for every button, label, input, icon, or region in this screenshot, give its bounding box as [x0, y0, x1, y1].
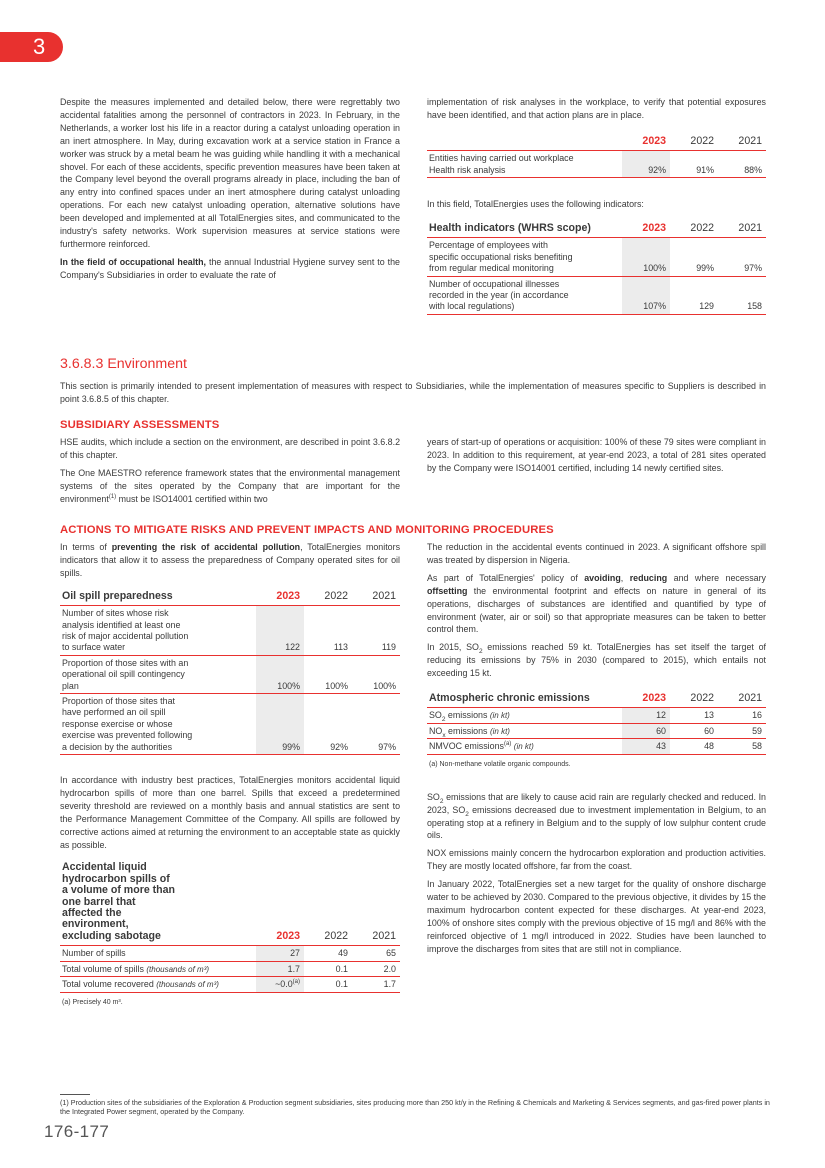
- table-row: Total volume recovered (thousands of m³) ~0.0$^{(a)}$ 0.1 1.7: [60, 977, 400, 992]
- health-intro-paragraph: In the field of occupational health, the annual Industrial Hygiene survey sent to the Company's Subsidiaries in order to evaluate the rate of: [60, 256, 400, 280]
- reduction-paragraph: The reduction in the accidental events continued in 2023. A significant offshore spill was treated by dispersion in Nigeria.: [427, 542, 766, 565]
- spills-table: Accidental liquid hydrocarbon spills of a volume of more than one barrel that affected the environment, excluding sabotage 2023 2022 2021 Number of spills 27 49 65 Total volume of spills (thousands of m³) 1.7 0.1 2.0 Total volume recovered (thousands of m³) ~0.0$^{(a)}$ 0.1 1.7: [60, 860, 400, 992]
- table-row: NMVOC emissions$^{(a)}$ (in kt) 43 48 58: [427, 739, 766, 754]
- table-row: Proportion of those sites with an operational oil spill contingency plan 100% 100% 100%: [60, 655, 400, 693]
- footnote: (1) Production sites of the subsidiaries of the Exploration & Production segment subsidiaries, sites producing more than 250 kt/y in the Refining & Chemicals and Marketing & Services segments, and gas-fired power plants in the Integrated Power segment, operated by the Company.: [60, 1098, 770, 1117]
- page-number: 176-177: [44, 1122, 110, 1141]
- subsidiary-right: [427, 436, 766, 480]
- policy-paragraph: As part of TotalEnergies' policy of avoiding, reducing and where necessary offsetting the environmental footprint and effects on nature in general of its operations, discharges of substances are identified and quantified by type of environment (water, air or soil) so that appropriate measures can be taken to better control them.: [427, 572, 766, 635]
- hse-audits-paragraph: HSE audits, which include a section on the environment, are described in point 3.6.8.2 of this chapter.: [60, 437, 400, 460]
- subsidiary-heading: SUBSIDIARY ASSESSMENTS: [60, 419, 220, 431]
- table-row: Percentage of employees with specific occupational risks benefiting from regular medical monitoring 100% 99% 97%: [427, 238, 766, 276]
- section-intro: This section is primarily intended to present implementation of measures with respect to Subsidiaries, while the implementation of measures specific to Suppliers is described in point 3.6.8.5 of this chapter.: [60, 381, 766, 404]
- maestro-paragraph: The One MAESTRO reference framework states that the environmental management systems of the sites operated by the Company that are important for the environment$^{(1)}$ must be ISO14001 certified within two: [60, 467, 400, 504]
- top-left-column: [60, 96, 400, 287]
- spills-note: (a) Precisely 40 m³.: [62, 998, 123, 1006]
- table-row: Number of spills 27 49 65: [60, 946, 400, 961]
- whrs-table: Health indicators (WHRS scope) 2023 2022 2021 Percentage of employees with specific occupational risks benefiting from regular medical monitoring 100% 99% 97% Number of occupational illnesses recorded in the year (in accordance with local regulations) 107% 129 158: [427, 221, 766, 315]
- spills-paragraph: In accordance with industry best practices, TotalEnergies monitors accidental liquid hydrocarbon spills of more than one barrel. Spills that exceed a predetermined severity threshold are reviewed on a monthly basis and annual statistics are sent to the Performance Management Committee of the Company. All spills are followed by corrective actions aimed at returning the environment to an acceptable state as quickly as possible.: [60, 775, 400, 850]
- fatalities-paragraph: Despite the measures implemented and detailed below, there were regrettably two accidental fatalities among the personnel of contractors in 2023. In February, in the Netherlands, a worker lost his life in a reactor during a catalyst unloading operation in an inert atmosphere. In May, during excavation work at a service station in France a worker was struck by a metal beam he was guiding while handling it with a mechanical shovel. For each of these accidents, specific prevention measures have been taken at the Company level beyond the overall programs already in place, including the ban of any entry into confined spaces under an inert atmosphere during catalyst unloading operations. For each new catalyst unloading operation, alternative solutions have been developed and implemented at all TotalEnergies sites, and communicated to the industry's safety networks. Work supervision measures at service stations were furthermore reinforced.: [60, 97, 400, 249]
- table-row: Total volume of spills (thousands of m³) 1.7 0.1 2.0: [60, 961, 400, 976]
- table-row: $NO_x$ emissions (in kt) 60 60 59: [427, 723, 766, 738]
- environment-section: [60, 355, 766, 411]
- actions-heading: ACTIONS TO MITIGATE RISKS AND PREVENT IMPACTS AND MONITORING PROCEDURES: [60, 524, 554, 536]
- actions-heading-block: [60, 523, 766, 537]
- atmospheric-table: Atmospheric chronic emissions 2023 2022 2021 $SO_2$ emissions (in kt) 12 13 16 $NO_x$ emissions (in kt) 60 60 59 NMVOC emissions$^{(a)}$ (in kt) 43 48 58: [427, 691, 766, 755]
- pollution-paragraph: In terms of preventing the risk of accidental pollution, TotalEnergies monitors indicators that allow it to assess the preparedness of Company operated sites for oil spills.: [60, 542, 401, 578]
- iso-paragraph: years of start-up of operations or acquisition: 100% of these 79 sites were compliant in 2023. In addition to this requirement, at year-end 2023, a total of 281 sites operated by the Company were ISO14001 certified, including 14 newly certified sites.: [427, 437, 766, 473]
- so2-emissions-paragraph: $SO_2$ emissions that are likely to cause acid rain are regularly checked and reduced. In 2023, $SO_2$ emissions decreased due to investment implementation in Belgium, to an operating stop at a refinery in Belgium and to the supply of low sulphur content crude oils.: [427, 791, 767, 841]
- top-right-column: [427, 96, 766, 315]
- footnote-divider: [60, 1094, 90, 1095]
- table-row: Number of sites whose risk analysis identified at least one risk of major accidental pollution to surface water 122 113 119: [60, 606, 400, 656]
- subsidiary-heading-block: [60, 418, 766, 432]
- chapter-tab[interactable]: 3: [0, 32, 63, 62]
- nox-paragraph: NOX emissions mainly concern the hydrocarbon exploration and production activities. They are mostly located offshore, far from the coast.: [427, 848, 766, 872]
- table-row: $SO_2$ emissions (in kt) 12 13 16: [427, 708, 766, 723]
- table-row: Number of occupational illnesses recorded in the year (in accordance with local regulations) 107% 129 158: [427, 276, 766, 314]
- subsidiary-left: [60, 436, 400, 511]
- actions-right: [427, 541, 766, 961]
- discharge-water-paragraph: In January 2022, TotalEnergies set a new target for the quality of onshore discharge water to be achieved by 2030. Compared to the previous objective, it divides by 15 the maximum hydrocarbon content expected for these discharges. At year-end 2023, 100% of onshore sites comply with the previous objective of 15 mg/l and 86% with the reinforced objective of 1 mg/l introduced in 2022. Studies have been launched to improve the discharges from sites that are still not in compliance.: [427, 879, 766, 954]
- atmospheric-note: (a) Non-methane volatile organic compounds.: [429, 760, 571, 768]
- actions-left: [60, 541, 400, 1007]
- section-title: 3.6.8.3 Environment: [60, 356, 187, 372]
- table-row: Entities having carried out workplace Health risk analysis 92% 91% 88%: [427, 151, 766, 178]
- workplace-risk-table: 2023 2022 2021 Entities having carried out workplace Health risk analysis 92% 91% 88%: [427, 134, 766, 178]
- risk-analysis-paragraph: implementation of risk analyses in the workplace, to verify that potential exposures have been identified, and that action plans are in place.: [427, 97, 766, 120]
- oil-spill-table: Oil spill preparedness 2023 2022 2021 Number of sites whose risk analysis identified at least one risk of major accidental pollution to surface water 122 113 119 Proportion of those sites with an operational oil spill contingency plan 100% 100% 100% Proportion of those sites that have performed an oil spill response exercise or whose exercise was prevented following a decision by the authorities 99% 92% 97%: [60, 589, 400, 755]
- indicators-intro: In this field, TotalEnergies uses the following indicators:: [427, 199, 644, 210]
- so2-target-paragraph: In 2015, $SO_2$ emissions reached 59 kt. TotalEnergies has set itself the target of reducing its emissions by 75% in 2030 (compared to 2015), which entails not exceeding 15 kt.: [427, 642, 766, 679]
- table-row: Proportion of those sites that have performed an oil spill response exercise or whose exercise was prevented following a decision by the authorities 99% 92% 97%: [60, 693, 400, 754]
